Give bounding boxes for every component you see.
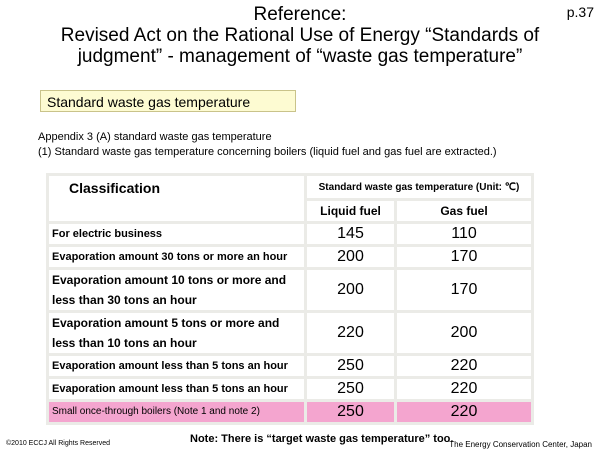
page-number: p.37 [566, 4, 594, 20]
title-line-3: judgment” - management of “waste gas temperature” [77, 46, 523, 67]
gas-fuel-value: 170 [397, 247, 531, 267]
liquid-fuel-value: 145 [307, 224, 394, 244]
row-label: Evaporation amount 30 tons or more an hour [49, 247, 304, 267]
slide-title [0, 4, 600, 67]
row-label: Evaporation amount 10 tons or more and less than 30 tons an hour [49, 270, 304, 310]
title-line-1: Reference: [253, 4, 347, 25]
liquid-fuel-value: 250 [307, 402, 394, 422]
table-row [49, 379, 531, 399]
gas-fuel-value: 220 [397, 402, 531, 422]
appendix-line-1: Appendix 3 (A) standard waste gas temperature [38, 131, 272, 143]
table-row [49, 270, 531, 310]
liquid-fuel-value: 200 [307, 270, 394, 310]
table-row [49, 313, 531, 353]
standard-temp-group-header: Standard waste gas temperature (Unit: ℃) [307, 176, 531, 198]
copyright: ©2010 ECCJ All Rights Reserved [6, 440, 110, 447]
liquid-fuel-value: 220 [307, 313, 394, 353]
appendix-line-2: (1) Standard waste gas temperature concerning boilers (liquid fuel and gas fuel are extracted.) [38, 146, 497, 158]
footnote: Note: There is “target waste gas temperature” too. [190, 433, 454, 445]
row-label: For electric business [49, 224, 304, 244]
gas-fuel-value: 170 [397, 270, 531, 310]
row-label: Small once-through boilers (Note 1 and note 2) [49, 402, 304, 422]
row-label: Evaporation amount less than 5 tons an hour [49, 356, 304, 376]
table-row [49, 247, 531, 267]
title-line-2: Revised Act on the Rational Use of Energy “Standards of [60, 25, 540, 46]
classification-header: Classification [49, 176, 304, 221]
row-label: Evaporation amount 5 tons or more and less than 10 tons an hour [49, 313, 304, 353]
gas-fuel-value: 200 [397, 313, 531, 353]
row-label: Evaporation amount less than 5 tons an hour [49, 379, 304, 399]
section-label-box: Standard waste gas temperature [40, 90, 296, 112]
table-row-highlighted [49, 402, 531, 422]
liquid-fuel-value: 250 [307, 356, 394, 376]
liquid-fuel-value: 250 [307, 379, 394, 399]
liquid-fuel-value: 200 [307, 247, 394, 267]
appendix-text [38, 130, 497, 160]
liquid-fuel-header: Liquid fuel [307, 201, 394, 221]
gas-fuel-value: 220 [397, 356, 531, 376]
gas-fuel-header: Gas fuel [397, 201, 531, 221]
gas-fuel-value: 110 [397, 224, 531, 244]
organization-name: The Energy Conservation Center, Japan [449, 440, 592, 449]
table-row [49, 356, 531, 376]
table-header-row [49, 176, 531, 198]
table-row [49, 224, 531, 244]
gas-fuel-value: 220 [397, 379, 531, 399]
waste-gas-temperature-table [46, 173, 534, 425]
